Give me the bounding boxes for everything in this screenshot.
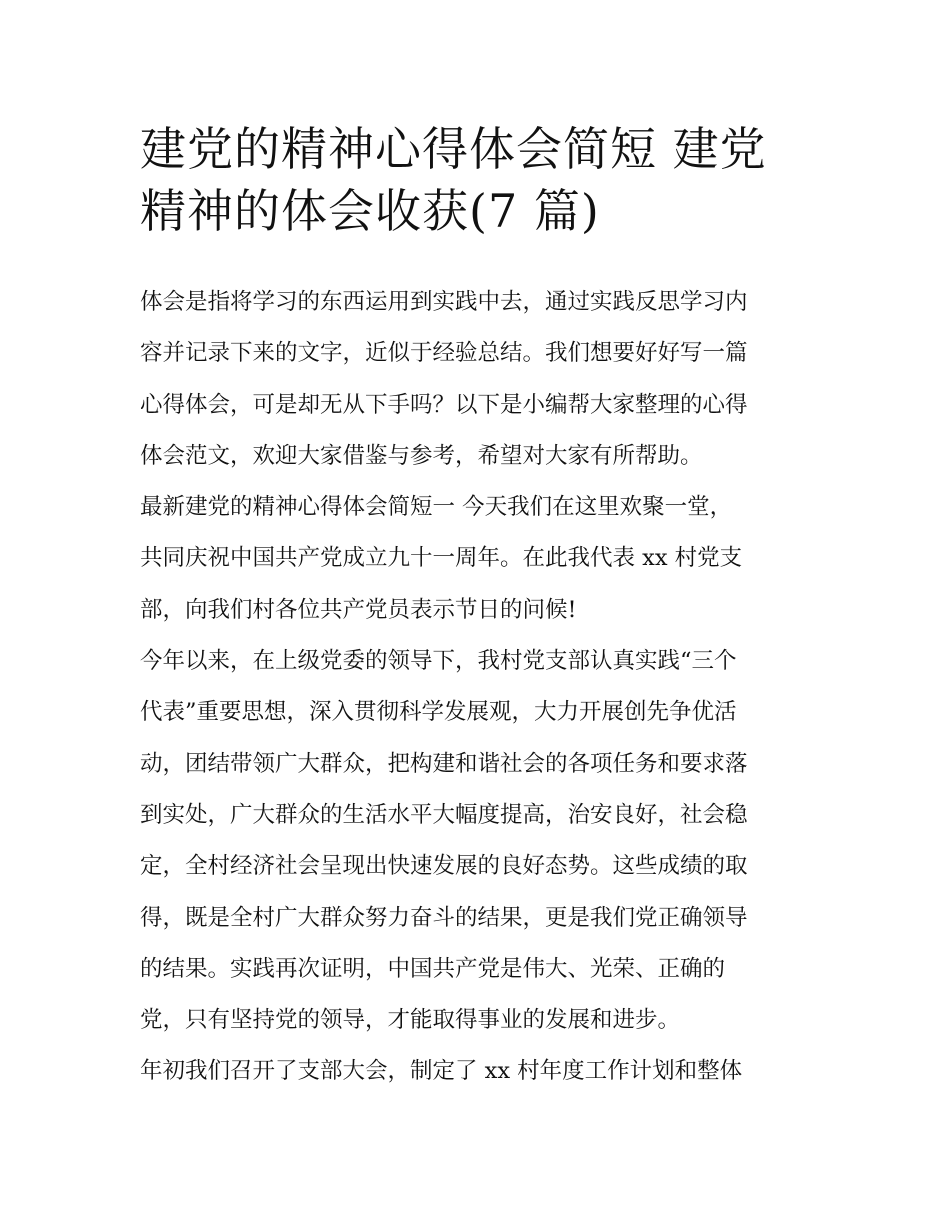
body-line: 容并记录下来的文字，近似于经验总结。我们想要好好写一篇 — [140, 340, 748, 367]
body-line: 共同庆祝中国共产党成立九十一周年。在此我代表 xx 村党支 — [140, 545, 743, 572]
body-line: 党，只有坚持党的领导，才能取得事业的发展和进步。 — [140, 1007, 681, 1034]
body-line: 部，向我们村各位共产党员表示节日的问候! — [140, 596, 577, 623]
body-line: 心得体会，可是却无从下手吗？以下是小编帮大家整理的心得 — [140, 391, 748, 418]
document-body — [140, 277, 820, 1098]
body-line: 体会是指将学习的东西运用到实践中去，通过实践反思学习内 — [140, 289, 748, 315]
body-line: 体会范文，欢迎大家借鉴与参考，希望对大家有所帮助。 — [140, 442, 703, 469]
body-line: 动，团结带领广大群众，把构建和谐社会的各项任务和要求落 — [140, 750, 748, 777]
title-line: 精神的体会收获(7 篇) — [140, 184, 600, 238]
body-line: 代表”重要思想，深入贯彻科学发展观，大力开展创先争优活 — [140, 699, 737, 726]
document-title — [140, 118, 820, 242]
body-line: 得，既是全村广大群众努力奋斗的结果，更是我们党正确领导 — [140, 904, 748, 931]
body-line: 的结果。实践再次证明，中国共产党是伟大、光荣、正确的 — [140, 955, 726, 982]
body-line: 最新建党的精神心得体会简短一 今天我们在这里欢聚一堂， — [140, 494, 733, 521]
body-line: 定，全村经济社会呈现出快速发展的良好态势。这些成绩的取 — [140, 853, 748, 880]
body-line: 今年以来，在上级党委的领导下，我村党支部认真实践“三个 — [140, 648, 737, 675]
body-line: 到实处，广大群众的生活水平大幅度提高，治安良好，社会稳 — [140, 801, 748, 828]
body-line: 年初我们召开了支部大会，制定了 xx 村年度工作计划和整体 — [140, 1058, 743, 1085]
title-line: 建党的精神心得体会简短 建党 — [140, 122, 767, 176]
